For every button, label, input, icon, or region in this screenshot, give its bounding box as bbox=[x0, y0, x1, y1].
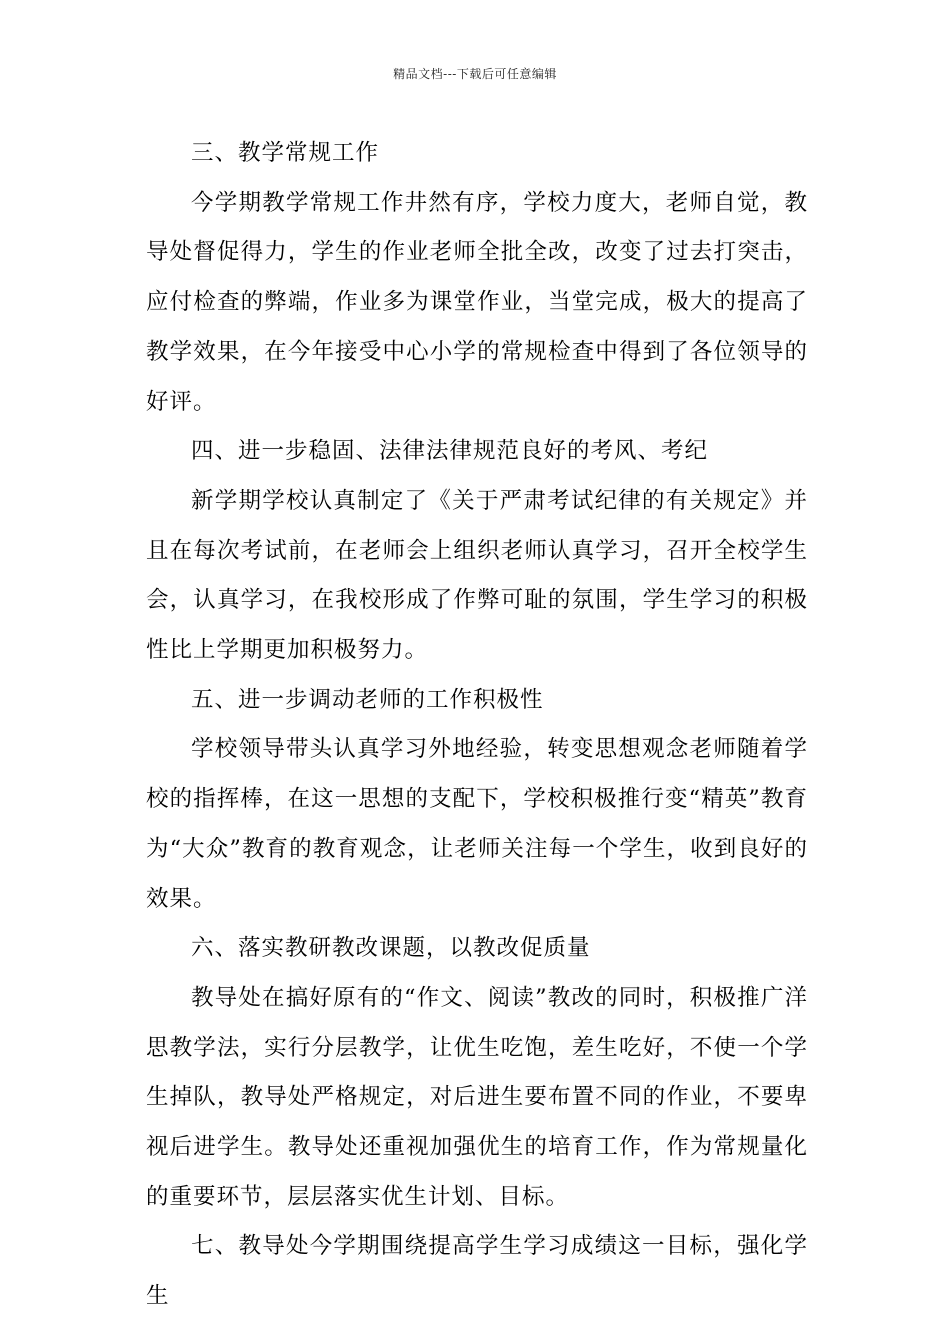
paragraph: 新学期学校认真制定了《关于严肃考试纪律的有关规定》并且在每次考试前，在老师会上组织老师认真学习，召开全校学生会，认真学习，在我校形成了作弊可耻的氛围，学生学习的积极性比上学期更加积极努力。 bbox=[146, 487, 808, 664]
section-heading-3: 三、教学常规工作 bbox=[191, 140, 380, 166]
section-heading-6: 六、落实教研教改课题，以教改促质量 bbox=[191, 935, 591, 962]
paragraph: 学校领导带头认真学习外地经验，转变思想观念老师随着学校的指挥棒，在这一思想的支配下，学校积极推行变“精英”教育为“大众”教育的教育观念，让老师关注每一个学生，收到良好的效果。 bbox=[146, 736, 808, 912]
document-body bbox=[146, 129, 808, 1322]
section-heading-4: 四、进一步稳固、法律法律规范良好的考风、考纪 bbox=[191, 438, 709, 465]
paragraph: 今学期教学常规工作井然有序，学校力度大，老师自觉，教导处督促得力，学生的作业老师全批全改，改变了过去打突击，应付检查的弊端，作业多为课堂作业，当堂完成，极大的提高了教学效果，在今年接受中心小学的常规检查中得到了各位领导的好评。 bbox=[146, 189, 808, 415]
section-heading-7: 七、教导处今学期围绕提高学生学习成绩这一目标，强化学生 bbox=[146, 1233, 808, 1310]
section-heading-5: 五、进一步调动老师的工作积极性 bbox=[191, 686, 544, 713]
paragraph: 教导处在搞好原有的“作文、阅读”教改的同时，积极推广洋思教学法，实行分层教学，让优生吃饱，差生吃好，不使一个学生掉队，教导处严格规定，对后进生要布置不同的作业，不要卑视后进学生。教导处还重视加强优生的培育工作，作为常规量化的重要环节，层层落实优生计划、目标。 bbox=[146, 984, 808, 1210]
page-header: 精品文档---下载后可任意编辑 bbox=[393, 67, 557, 81]
